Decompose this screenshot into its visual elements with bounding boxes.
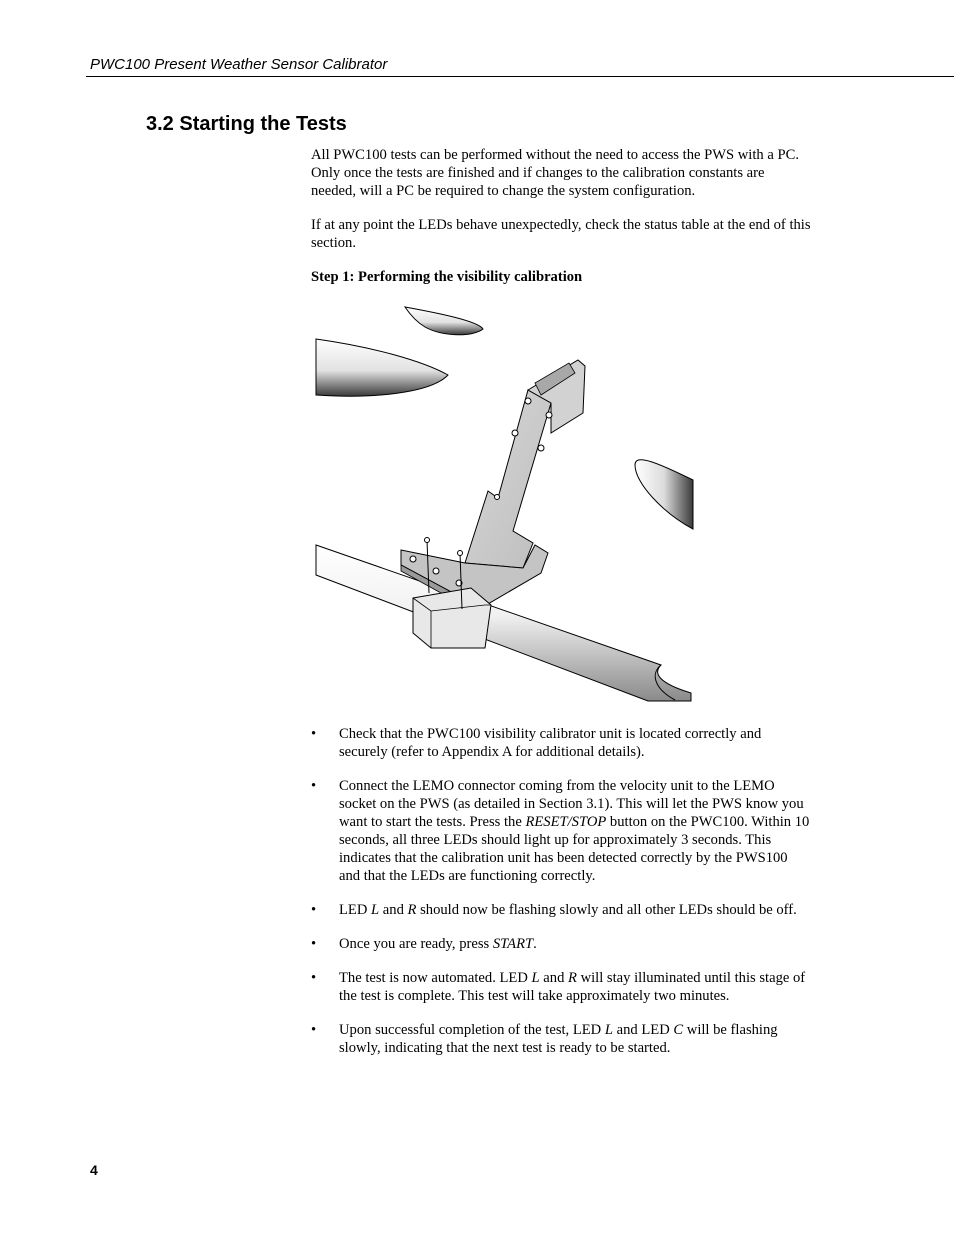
instruction-text: will be flashing slowly, indicating that the next test is ready to be started. xyxy=(339,1022,778,1056)
instruction-item xyxy=(311,969,811,1005)
bullet-marker: • xyxy=(311,1022,317,1038)
bullet-marker: • xyxy=(311,778,317,794)
emphasized-term: R xyxy=(568,970,577,986)
emphasized-term: START xyxy=(492,936,534,952)
bullet-marker: • xyxy=(311,970,317,986)
led-status-paragraph: If at any point the LEDs behave unexpectedly, check the status table at the end of this section. xyxy=(311,217,811,251)
instruction-text: and LED xyxy=(613,1022,674,1038)
intro-paragraph: All PWC100 tests can be performed without the need to access the PWS with a PC. Only once the tests are finished and if changes to the calibration constants are needed, will a PC be required to change the system configuration. xyxy=(311,147,799,199)
instruction-item xyxy=(311,1021,811,1057)
emphasized-term: C xyxy=(673,1022,684,1038)
instruction-text: and xyxy=(379,902,408,918)
instruction-text: and xyxy=(539,970,569,986)
instruction-text: will stay illuminated until this stage of the test is complete. This test will take approximately two minutes. xyxy=(339,970,806,1004)
instruction-text: should now be flashing slowly and all other LEDs should be off. xyxy=(416,902,797,918)
emphasized-term: L xyxy=(371,902,380,918)
instruction-text: LED xyxy=(339,902,372,918)
sensor-hood-right xyxy=(635,460,693,529)
instruction-list xyxy=(311,725,811,1073)
bullet-marker: • xyxy=(311,936,317,952)
clamp-block xyxy=(413,588,491,648)
section-heading: 3.2 Starting the Tests xyxy=(146,113,347,135)
emphasized-term: L xyxy=(531,970,540,986)
sensor-hood-top xyxy=(405,307,483,335)
emphasized-term: RESET/STOP xyxy=(525,814,607,830)
sensor-hood-top-left xyxy=(316,339,448,396)
emphasized-term: R xyxy=(407,902,417,918)
emphasized-term: L xyxy=(604,1022,613,1038)
bullet-marker: • xyxy=(311,726,317,742)
instruction-text: . xyxy=(533,936,537,952)
instruction-item xyxy=(311,725,811,761)
page-number: 4 xyxy=(90,1162,98,1178)
instruction-item xyxy=(311,777,811,885)
running-header: PWC100 Present Weather Sensor Calibrator xyxy=(90,56,388,73)
instruction-item xyxy=(311,935,811,953)
instruction-text: Once you are ready, press xyxy=(339,936,493,952)
calibrator-mount-illustration xyxy=(313,303,698,703)
step-heading: Step 1: Performing the visibility calibration xyxy=(311,269,583,285)
instruction-text: Connect the LEMO connector coming from the velocity unit to the LEMO socket on the PWS (as detailed in Section 3.1). This will let the PWS know you want to start the tests. Press the xyxy=(339,778,804,830)
instruction-text: Check that the PWC100 visibility calibrator unit is located correctly and securely (refer to Appendix A for additional details). xyxy=(339,726,762,760)
instruction-text: The test is now automated. LED xyxy=(339,970,532,986)
instruction-item xyxy=(311,901,811,919)
mounting-bracket-arm xyxy=(465,390,551,568)
bullet-marker: • xyxy=(311,902,317,918)
instruction-text: button on the PWC100. Within 10 seconds, all three LEDs should light up for approximately 3 seconds. This indicates that the calibration unit has been detected correctly by the PWS100 and that the LEDs are functioning correctly. xyxy=(339,814,810,884)
instruction-text: Upon successful completion of the test, LED xyxy=(339,1022,605,1038)
header-divider xyxy=(86,76,954,77)
